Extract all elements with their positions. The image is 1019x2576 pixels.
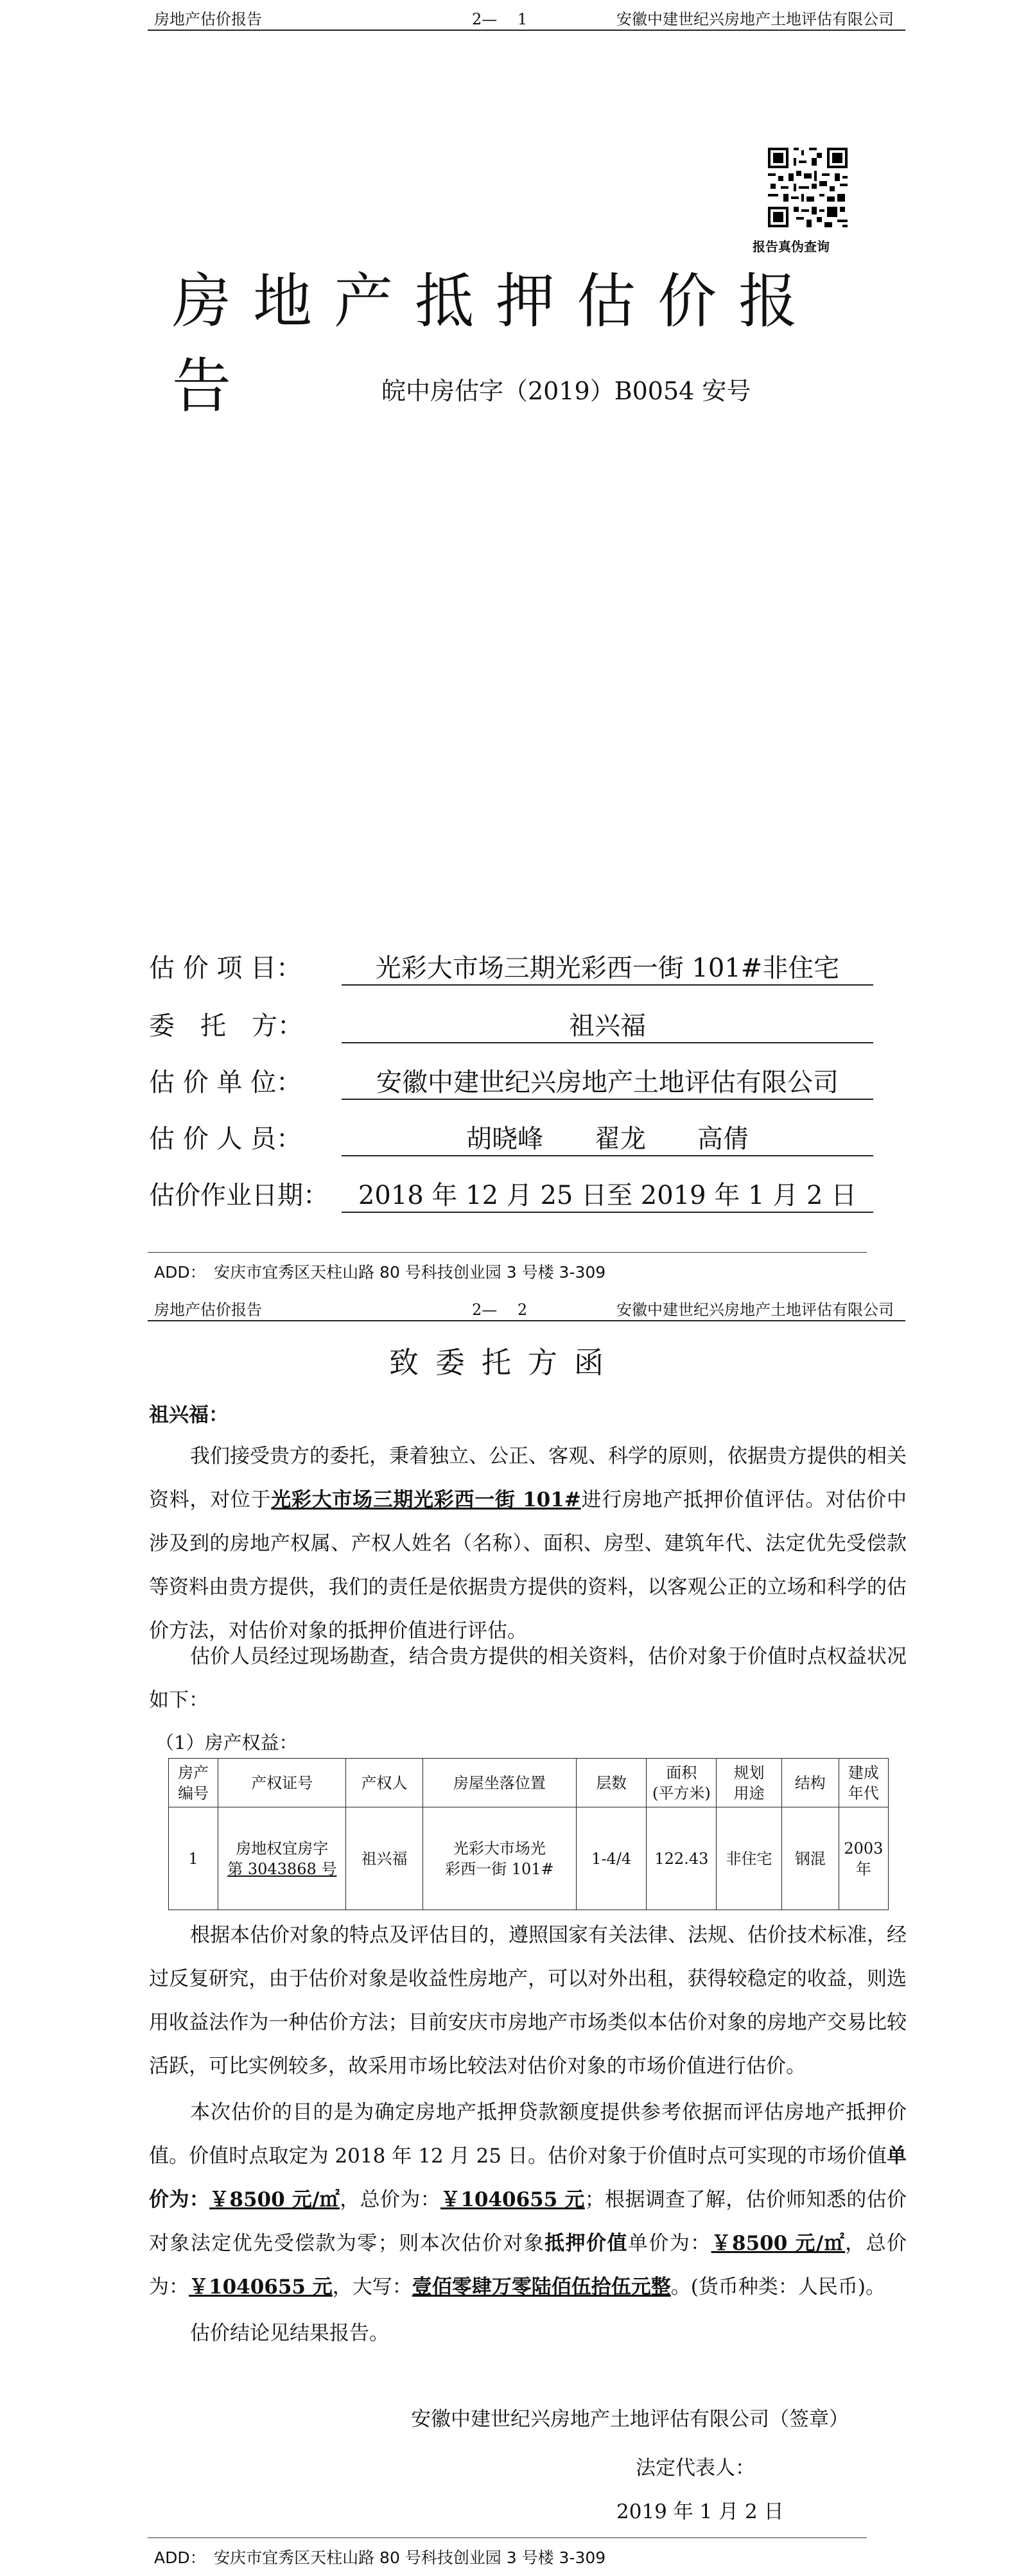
page1-header-left: 房地产估价报告 bbox=[154, 10, 262, 28]
paragraph-conclusion bbox=[149, 2091, 907, 2309]
info-label: 估 价 项 目： bbox=[149, 953, 302, 983]
table-header: 层数 bbox=[577, 1759, 647, 1807]
info-label: 委 托 方： bbox=[149, 1011, 303, 1041]
page2-footer-rule bbox=[148, 2537, 867, 2538]
table-cell: 2003 年 bbox=[839, 1807, 888, 1910]
cert-line: 房地权宜房字 bbox=[236, 1839, 329, 1858]
page1-header-page-number: 2— 1 bbox=[472, 10, 528, 28]
paragraph-text: 单价为： bbox=[627, 2232, 711, 2255]
property-rights-table bbox=[168, 1758, 889, 1910]
table-header-row bbox=[169, 1759, 889, 1807]
paragraph-text: 我们接受贵方的委托，秉着独立、公正、客观、科学的原则，依据贵方提供的相关资料，对位于 bbox=[149, 1445, 907, 1511]
mortgage-unit-price: ￥8500 元/㎡ bbox=[711, 2232, 846, 2255]
paragraph-text: ；根据调查了解，估价师知悉的估价对象法定优先受偿款为零；则本次估价对象 bbox=[149, 2188, 907, 2255]
paragraph-text: 进行房地产抵押价值评估。对估价中涉及到的房地产权属、产权人姓名（名称）、面积、房型、建筑年代、法定优先受偿款等资料由贵方提供，我们的责任是依据贵方提供的资料，以客观公正的立场和科学的估价方法，对估价对象的抵押价值进行评估。 bbox=[149, 1488, 907, 1642]
signature-representative: 法定代表人： bbox=[636, 2457, 755, 2480]
paragraph-intro bbox=[149, 1434, 907, 1653]
page1-footer-rule bbox=[148, 1252, 867, 1253]
page2-header-left: 房地产估价报告 bbox=[154, 1301, 262, 1319]
info-row-client bbox=[149, 1005, 873, 1043]
page2-address: ADD： 安庆市宜秀区天柱山路 80 号科技创业园 3 号楼 3-309 bbox=[154, 2548, 606, 2567]
page1-header-right: 安徽中建世纪兴房地产土地评估有限公司 bbox=[616, 10, 894, 28]
signature-date: 2019 年 1 月 2 日 bbox=[616, 2500, 784, 2523]
qr-code-icon bbox=[765, 145, 850, 230]
qr-caption: 报告真伪查询 bbox=[753, 239, 830, 254]
signature-company: 安徽中建世纪兴房地产土地评估有限公司（签章） bbox=[411, 2408, 849, 2431]
report-title: 房地产抵押估价报告 bbox=[172, 267, 820, 421]
table-cell: 1 bbox=[169, 1807, 218, 1910]
paragraph-see-results: 估价结论见结果报告。 bbox=[190, 2322, 389, 2345]
table-header: 房产 编号 bbox=[169, 1759, 218, 1807]
report-number: 皖中房估字（2019）B0054 安号 bbox=[381, 377, 751, 405]
page2-header-right: 安徽中建世纪兴房地产土地评估有限公司 bbox=[616, 1301, 894, 1319]
table-header: 建成 年代 bbox=[839, 1759, 888, 1807]
info-value-firm: 安徽中建世纪兴房地产土地评估有限公司 bbox=[342, 1062, 873, 1100]
info-row-project bbox=[149, 948, 873, 986]
paragraph-text: 本次估价的目的是为确定房地产抵押贷款额度提供参考依据而评估房地产抵押价值。价值时点取定为 2018 年 12 月 25 日。估价对象于价值时点可实现的市场价值 bbox=[149, 2101, 907, 2168]
paragraph-text: ，总价为： bbox=[340, 2188, 440, 2211]
table-cell: 非住宅 bbox=[717, 1807, 781, 1910]
table-cell: 祖兴福 bbox=[346, 1807, 422, 1910]
table-cell: 1-4/4 bbox=[577, 1807, 647, 1910]
info-label: 估 价 人 员： bbox=[149, 1124, 302, 1154]
page1-header-rule bbox=[148, 30, 905, 31]
label-bold: 抵押价值 bbox=[544, 2232, 628, 2255]
table-header: 产权人 bbox=[346, 1759, 422, 1807]
info-label: 估 价 单 位： bbox=[149, 1068, 302, 1097]
info-label: 估价作业日期： bbox=[149, 1181, 329, 1210]
table-cell: 122.43 bbox=[647, 1807, 717, 1910]
rights-title: （1）房产权益： bbox=[155, 1732, 298, 1754]
table-cell: 钢混 bbox=[781, 1807, 839, 1910]
table-cell: 光彩大市场光 彩西一街 101# bbox=[422, 1807, 576, 1910]
project-name: 光彩大市场三期光彩西一街 101# bbox=[271, 1488, 581, 1511]
market-unit-price: ￥8500 元/㎡ bbox=[209, 2188, 340, 2211]
info-row-dates bbox=[149, 1175, 873, 1213]
table-row bbox=[169, 1807, 889, 1910]
info-value-appraisers: 胡晓峰 翟龙 高倩 bbox=[342, 1118, 873, 1156]
market-total-price: ￥1040655 元 bbox=[440, 2188, 585, 2211]
info-row-appraisers bbox=[149, 1118, 873, 1156]
paragraph-survey: 估价人员经过现场勘查，结合贵方提供的相关资料，估价对象于价值时点权益状况如下： bbox=[149, 1645, 907, 1712]
letter-salutation: 祖兴福： bbox=[149, 1404, 229, 1427]
cert-line: 第 3043868 号 bbox=[227, 1859, 337, 1878]
paragraph-method: 根据本估价对象的特点及评估目的，遵照国家有关法律、法规、估价技术标准，经过反复研究，由于估价对象是收益性房地产，可以对外出租，获得较稳定的收益，则选用收益法作为一种估价方法；目前安庆市房地产市场类似本估价对象的房地产交易比较活跃，可比实例较多，故采用市场比较法对估价对象的市场价值进行估价。 bbox=[149, 1924, 907, 2078]
mortgage-total-in-words: 壹佰零肆万零陆佰伍拾伍元整 bbox=[412, 2276, 671, 2299]
info-value-project: 光彩大市场三期光彩西一街 101#非住宅 bbox=[342, 948, 873, 986]
page2-header-rule bbox=[148, 1320, 905, 1321]
info-value-client: 祖兴福 bbox=[342, 1005, 873, 1043]
paragraph-text: ，大写： bbox=[332, 2276, 412, 2299]
page1-address: ADD： 安庆市宜秀区天柱山路 80 号科技创业园 3 号楼 3-309 bbox=[154, 1263, 606, 1282]
letter-title: 致委托方函 bbox=[389, 1345, 620, 1380]
table-header: 面积 (平方米) bbox=[647, 1759, 717, 1807]
page2-header-page-number: 2— 2 bbox=[472, 1301, 528, 1319]
paragraph-text: ，总价为： bbox=[149, 2232, 907, 2299]
paragraph-text: 。(货币种类：人民币)。 bbox=[670, 2276, 885, 2299]
label-bold: 单价为： bbox=[149, 2145, 907, 2211]
table-header: 规划 用途 bbox=[717, 1759, 781, 1807]
table-header: 产权证号 bbox=[218, 1759, 346, 1807]
table-header: 房屋坐落位置 bbox=[422, 1759, 576, 1807]
mortgage-total-price: ￥1040655 元 bbox=[189, 2276, 333, 2299]
info-row-firm bbox=[149, 1062, 873, 1100]
info-value-dates: 2018 年 12 月 25 日至 2019 年 1 月 2 日 bbox=[342, 1175, 873, 1213]
table-header: 结构 bbox=[781, 1759, 839, 1807]
table-cell-cert bbox=[218, 1807, 346, 1910]
